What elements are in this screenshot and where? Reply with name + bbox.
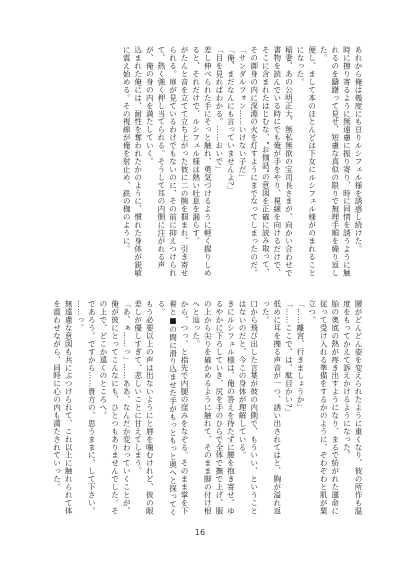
page-number: 16 [194,528,206,537]
body-text-upper: あれから俺は幾度にも亘りルシフェル様を誘惑し続けた。 時に擦り寄るように無遠慮に振り寄り、時に同情を誘うように触れるのを躊躇って見せ、短慮な真似の限りで無理手順を繰り返した。 便し、まして本のほとんどは下女にルシフェル様がのまれることになった。 稲妻、あの公明正大、無私無欲の宝司長さまが、向かい合わせで書物を読んでいる時にでも俺が手をやり、視線を向けるだけで、そこに含まれたはじむな、"お伽話"の意図を正確に読み取って、その御身の内に深淵の火を灯すようにまでなってしまったのだ。 「サンダルフォン……いけない子だ」 「俺、まだなんにも言っていませんよ?」 「目を見ればわかる。……おいで」 差し伸べられた手にそっと触れ、勇気づけるように軽く握りしめると、それだけで、ルシフェル様は熱い吐息を漏らす。 がたんと音を立てて立ち上がった彼に二の腕を掴まれ、引き寄せられる。扉が見ているわけでもないのに、その前に抑えつけられて、熱く強く押し当てられる。そうして耳の内側に注がれる声が、俺の身の内を満たしていく。 込まれた俺には、耐性を奪われたかのように、慣れた身体が鋭敏に震え始める。その視線が俺を射止め、鉄の枷のように。 [122,46,363,277]
body-text-lower: 腰がどんどん姿を変えられたように重くなり、彼の所作も温度をもってかえて訴えかけるようになった。 胎の奥底の熱が疼き出すようになり、まるで紡がれた運命に従って受け入れる準備をするかのように、ぞわぞわと肌が粟立つ。 「……離宮、行きましょうか」 「……ここで、は、駄目かい?」 低めに耳を擽る声音が一つ、誘い出されてはと、胸が溢れ返った。 口から飛び出した言葉が彼の内側で、もういい、ということはないのだと、今この身体が理解している。 きにルシフェル様は、俺の答えを待たずに腰を抱き寄せ、ゆるやかに下ろしていき、尻を手のひらで全体で撫で上げ、服の上から尖りを確かめるように触れて、そのまま脚の付け根へと辿った。 から、つっ、と指先で内腿の窪みをなぞる。そのまま掌を下着と■の間に滑り込ませた手がもっともっと奥へと探ってくる。 もう必要以上の声は出ないようにと唇を噛むけれど、彼の眼差しが優しすぎて、悲しいことに甘えてしまう。 「あ、ぁ……っ」……ああ、なんだか変わっていくことが、俺が彼にとってこんなにも、ひとつもありませんでした。その上で、どこか遠くのところへ。 であろう。ですから……貴方の、思うままに、して下さい。 ……っ。 無遠慮な意図も共にぶつけられて、これ以上に触れられて体を震わせながら、同時に心の内も満たされていった。 [52,300,363,517]
